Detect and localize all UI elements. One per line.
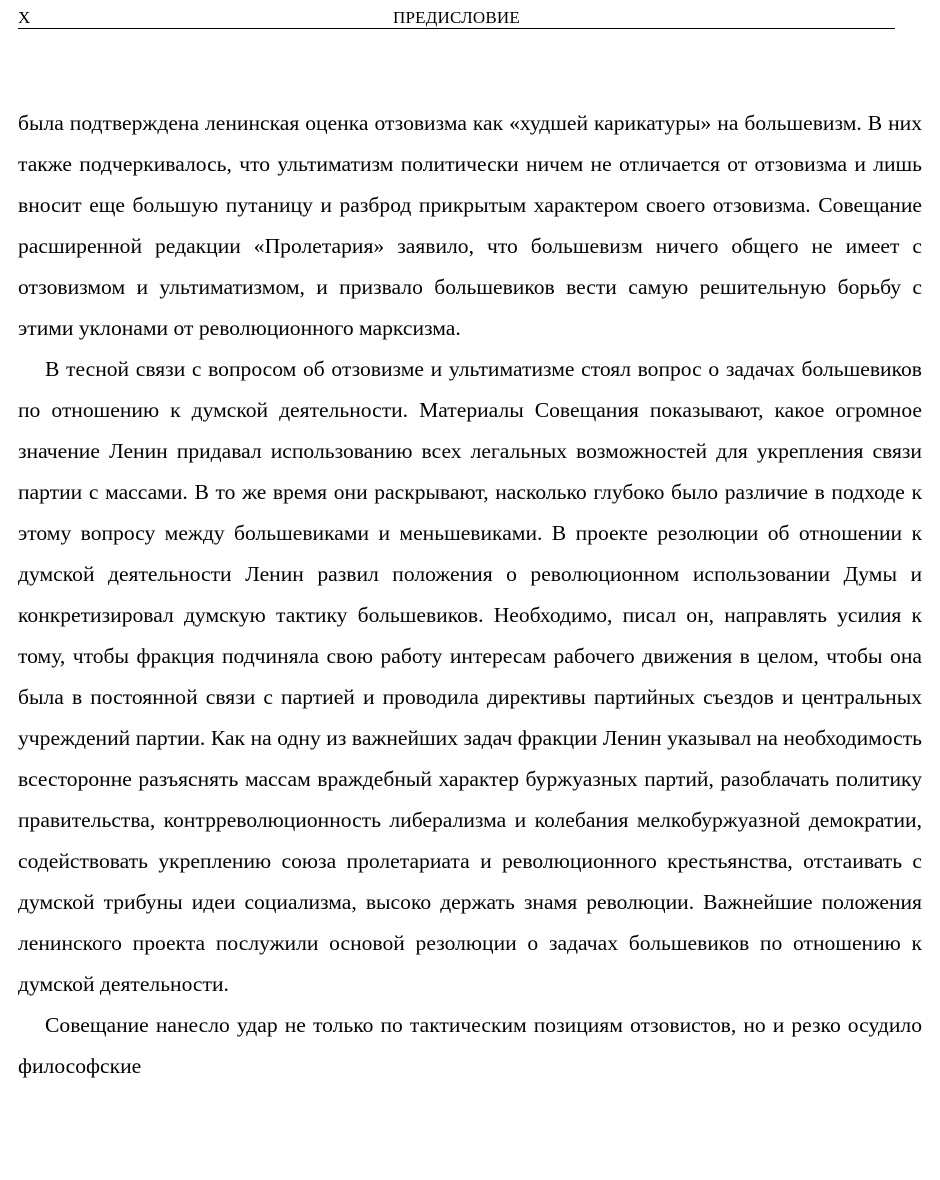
paragraph-1: была подтверждена ленинская оценка отзовизма как «худшей карикатуры» на большевизм. В них также подчеркивалось, что ультиматизм политически ничем не отличается от отзовизма и лишь вносит еще большую путаницу и разброд прикрытым характером своего отзовизма. Совещание расширенной редакции «Пролетария» заявило, что большевизм ничего общего не имеет с отзовизмом и ультиматизмом, и призвало большевиков вести самую решительную борьбу с этими уклонами от революционного марксизма. bbox=[18, 111, 922, 340]
running-title: ПРЕДИСЛОВИЕ bbox=[393, 8, 520, 27]
body-text bbox=[18, 103, 922, 1087]
running-header bbox=[18, 6, 895, 29]
page-number: X bbox=[18, 8, 31, 27]
paragraph-3: Совещание нанесло удар не только по тактическим позициям отзовистов, но и резко осудило философские bbox=[18, 1013, 922, 1078]
paragraph-2: В тесной связи с вопросом об отзовизме и ультиматизме стоял вопрос о задачах большевиков по отношению к думской деятельности. Материалы Совещания показывают, какое огромное значение Ленин придавал использованию всех легальных возможностей для укрепления связи партии с массами. В то же время они раскрывают, насколько глубоко было различие в подходе к этому вопросу между большевиками и меньшевиками. В проекте резолюции об отношении к думской деятельности Ленин развил положения о революционном использовании Думы и конкретизировал думскую тактику большевиков. Необходимо, писал он, направлять усилия к тому, чтобы фракция подчиняла свою работу интересам рабочего движения в целом, чтобы она была в постоянной связи с партией и проводила директивы партийных съездов и центральных учреждений партии. Как на одну из важнейших задач фракции Ленин указывал на необходимость всесторонне разъяснять массам враждебный характер буржуазных партий, разоблачать политику правительства, контрреволюционность либерализма и колебания мелкобуржуазной демократии, содействовать укреплению союза пролетариата и революционного крестьянства, отстаивать с думской трибуны идеи социализма, высоко держать знамя революции. Важнейшие положения ленинского проекта послужили основой резолюции о задачах большевиков по отношению к думской деятельности. bbox=[18, 357, 922, 996]
